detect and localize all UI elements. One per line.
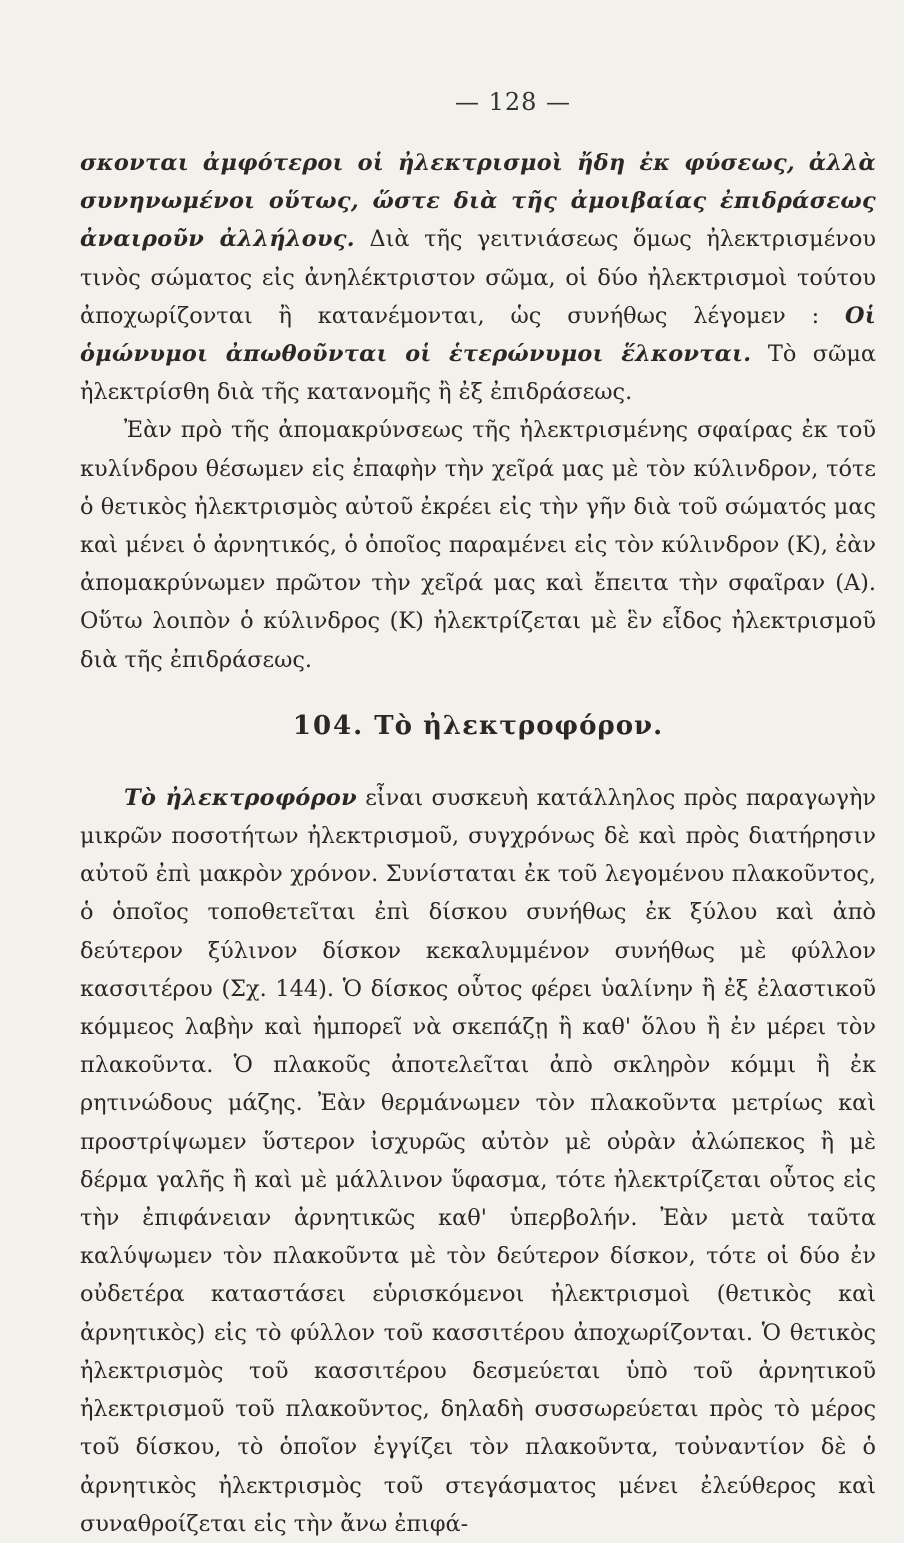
page-number: — 128 — bbox=[454, 88, 572, 116]
section-title: Τὸ ἠλεκτροφόρον. bbox=[374, 710, 664, 741]
paragraph-text: Τὸ σῶμα ἠλεκτρίσθη διὰ τῆς κατανομῆς ἢ ἐξ ἐπιδράσεως. bbox=[80, 341, 876, 406]
paragraph-electrophorus bbox=[80, 779, 876, 1543]
emphasis-law: Οἱ ὁμώνυμοι ἀπωθοῦνται οἱ ἑτερώνυμοι ἕλκονται. bbox=[80, 302, 876, 368]
paragraph-continuation bbox=[80, 144, 876, 411]
paragraph-text: Διὰ τῆς γειτνιάσεως ὅμως ἠλεκτρισμένου τινὸς σώματος εἰς ἀνηλέκτριστον σῶμα, οἱ δύο ἠλεκτρισμοὶ τούτου ἀποχωρίζονται ἢ κατανέμονται, ὡς συνήθως λέγομεν : bbox=[80, 226, 876, 329]
paragraph-text: Ἐὰν πρὸ τῆς ἀπομακρύνσεως τῆς ἠλεκτρισμένης σφαίρας ἐκ τοῦ κυλίνδρου θέσωμεν εἰς ἐπαφὴν τὴν χεῖρά μας μὲ τὸν κύλινδρον, τότε ὁ θετικὸς ἠλεκτρισμὸς αὐτοῦ ἐκρέει εἰς τὴν γῆν διὰ τοῦ σώματός μας καὶ μένει ὁ ἀρνητικός, ὁ ὁποῖος παραμένει εἰς τὸν κύλινδρον (Κ), ἐὰν ἀπομακρύνωμεν πρῶτον τὴν χεῖρά μας καὶ ἔπειτα τὴν σφαῖραν (Α). Οὕτω λοιπὸν ὁ κύλινδρος (Κ) ἠλεκτρίζεται μὲ ἓν εἶδος ἠλεκτρισμοῦ διὰ τῆς ἐπιδράσεως. bbox=[80, 417, 876, 673]
section-number: 104. bbox=[292, 710, 365, 741]
paragraph-cylinder bbox=[80, 411, 876, 678]
section-heading bbox=[80, 711, 876, 741]
emphasis-term: Τὸ ἠλεκτροφόρον bbox=[124, 784, 357, 811]
paragraph-text: εἶναι συσκευὴ κατάλληλος πρὸς παραγωγὴν μικρῶν ποσοτήτων ἠλεκτρισμοῦ, συγχρόνως δὲ καὶ πρὸς διατήρησιν αὐτοῦ ἐπὶ μακρὸν χρόνον. Συνίσταται ἐκ τοῦ λεγομένου πλακοῦντος, ὁ ὁποῖος τοποθετεῖται ἐπὶ δίσκου συνήθως ἐκ ξύλου καὶ ἀπὸ δεύτερον ξύλινον δίσκον κεκαλυμμένον συνήθως μὲ φύλλον κασσιτέρου (Σχ. 144). Ὁ δίσκος οὗτος φέρει ὑαλίνην ἢ ἐξ ἐλαστικοῦ κόμμεος λαβὴν καὶ ἠμπορεῖ νὰ σκεπάζῃ ἢ καθ' ὅλου ἢ ἐν μέρει τὸν πλακοῦντα. Ὁ πλακοῦς ἀποτελεῖται ἀπὸ σκληρὸν κόμμι ἢ ἐκ ρητινώδους μάζης. Ἐὰν θερμάνωμεν τὸν πλακοῦντα μετρίως καὶ προστρίψωμεν ὕστερον ἰσχυρῶς αὐτὸν μὲ οὐρὰν ἀλώπεκος ἢ μὲ δέρμα γαλῆς ἢ καὶ μὲ μάλλινον ὕφασμα, τότε ἠλεκτρίζεται οὗτος εἰς τὴν ἐπιφάνειαν ἀρνητικῶς καθ' ὑπερβολήν. Ἐὰν μετὰ ταῦτα καλύψωμεν τὸν πλακοῦντα μὲ τὸν δεύτερον δίσκον, τότε οἱ δύο ἐν οὐδετέρα καταστάσει εὑρισκόμενοι ἠλεκτρισμοὶ (θετικὸς καὶ ἀρνητικὸς) εἰς τὸ φύλλον τοῦ κασσιτέρου ἀποχωρίζονται. Ὁ θετικὸς ἠλεκτρισμὸς τοῦ κασσιτέρου δεσμεύεται ὑπὸ τοῦ ἀρνητικοῦ ἠλεκτρισμοῦ τοῦ πλακοῦντος, δηλαδὴ συσσωρεύεται πρὸς τὸ μέρος τοῦ δίσκου, τὸ ὁποῖον ἐγγίζει τὸν πλακοῦντα, τοὐναντίον δὲ ὁ ἀρνητικὸς ἠλεκτρισμὸς τοῦ στεγάσματος μένει ἐλεύθερος καὶ συναθροίζεται εἰς τὴν ἄνω ἐπιφά- bbox=[80, 784, 876, 1537]
emphasis-text: σκονται ἀμφότεροι οἱ ἠλεκτρισμοὶ ἤδη ἐκ φύσεως, ἀλλὰ συνηνωμένοι οὕτως, ὥστε διὰ τῆς ἀμοιβαίας ἐπιδράσεως ἀναιροῦν ἀλλήλους. bbox=[80, 150, 876, 253]
